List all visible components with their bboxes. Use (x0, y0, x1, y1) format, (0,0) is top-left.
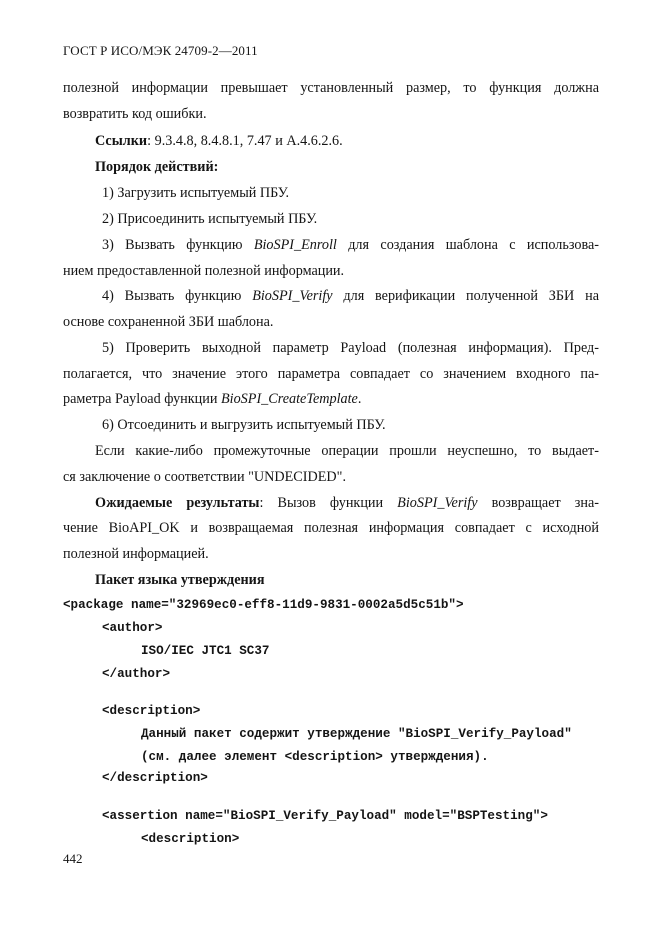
procedure-heading: Порядок действий: (95, 159, 219, 175)
step-1: 1) Загрузить испытуемый ПБУ. (102, 185, 290, 201)
step-3-prefix: 3) Вызвать функцию (102, 237, 254, 253)
code-line-author-open: <author> (102, 621, 163, 635)
step-4-suffix: для верификации полученной ЗБИ на (332, 288, 600, 304)
fail-line-1: Если какие-либо промежуточные операции прошли неуспешно, то выдает- (95, 443, 599, 459)
step-5-line-3-suffix: . (357, 391, 362, 407)
code-line-assertion-description: <description> (141, 832, 240, 846)
step-3-function: BioSPI_Enroll (253, 237, 337, 253)
package-heading: Пакет языка утверждения (95, 572, 265, 588)
code-line-description-close: </description> (102, 771, 208, 785)
step-5-line-3 (63, 389, 599, 409)
fail-line-2: ся заключение о соответствии "UNDECIDED". (63, 469, 346, 485)
step-3-line-2: нием предоставленной полезной информации. (63, 263, 345, 279)
code-line-author-value: ISO/IEC JTC1 SC37 (141, 644, 270, 658)
expected-line-1 (63, 493, 599, 513)
step-5-line-2: полагается, что значение этого параметра совпадает со значением входного па- (63, 366, 599, 382)
expected-text-1: : Вызов функции (259, 495, 398, 511)
code-line-assertion-open: <assertion name="BioSPI_Verify_Payload" model="BSPTesting"> (102, 809, 548, 823)
page-header: ГОСТ Р ИСО/МЭК 24709-2—2011 (63, 43, 258, 58)
step-4-line-1 (63, 286, 599, 306)
intro-line-1: полезной информации превышает установленный размер, то функция должна (63, 80, 599, 96)
step-3-suffix: для создания шаблона с использова- (336, 237, 599, 253)
code-line-description-text-2: (см. далее элемент <description> утверждения). (141, 750, 489, 764)
intro-line-2: возвратить код ошибки. (63, 106, 207, 122)
step-5-function: BioSPI_CreateTemplate (220, 391, 358, 407)
references-label: Ссылки (95, 133, 148, 149)
expected-line-2: чение BioAPI_OK и возвращаемая полезная информация совпадает с исходной (63, 520, 599, 536)
step-4-line-2: основе сохраненной ЗБИ шаблона. (63, 314, 274, 330)
code-line-description-open: <description> (102, 704, 201, 718)
step-4-prefix: 4) Вызвать функцию (102, 288, 253, 304)
step-5-line-3-prefix: раметра Payload функции (63, 391, 221, 407)
expected-function: BioSPI_Verify (397, 495, 478, 511)
step-6: 6) Отсоединить и выгрузить испытуемый ПБУ. (102, 417, 386, 433)
references-paragraph (63, 131, 599, 151)
step-4-function: BioSPI_Verify (252, 288, 333, 304)
code-line-package: <package name="32969ec0-eff8-11d9-9831-0002a5d5c51b"> (63, 598, 464, 612)
code-line-author-close: </author> (102, 667, 171, 681)
page-number: 442 (63, 851, 83, 866)
step-3-line-1 (63, 235, 599, 255)
expected-text-2: возвращает зна- (477, 495, 600, 511)
expected-line-3: полезной информацией. (63, 546, 209, 562)
code-line-description-text-1: Данный пакет содержит утверждение "BioSPI_Verify_Payload" (141, 727, 572, 741)
step-2: 2) Присоединить испытуемый ПБУ. (102, 211, 318, 227)
step-5-line-1: 5) Проверить выходной параметр Payload (полезная информация). Пред- (102, 340, 599, 356)
references-text: : 9.3.4.8, 8.4.8.1, 7.47 и A.4.6.2.6. (147, 133, 343, 149)
expected-label: Ожидаемые результаты (95, 495, 260, 511)
